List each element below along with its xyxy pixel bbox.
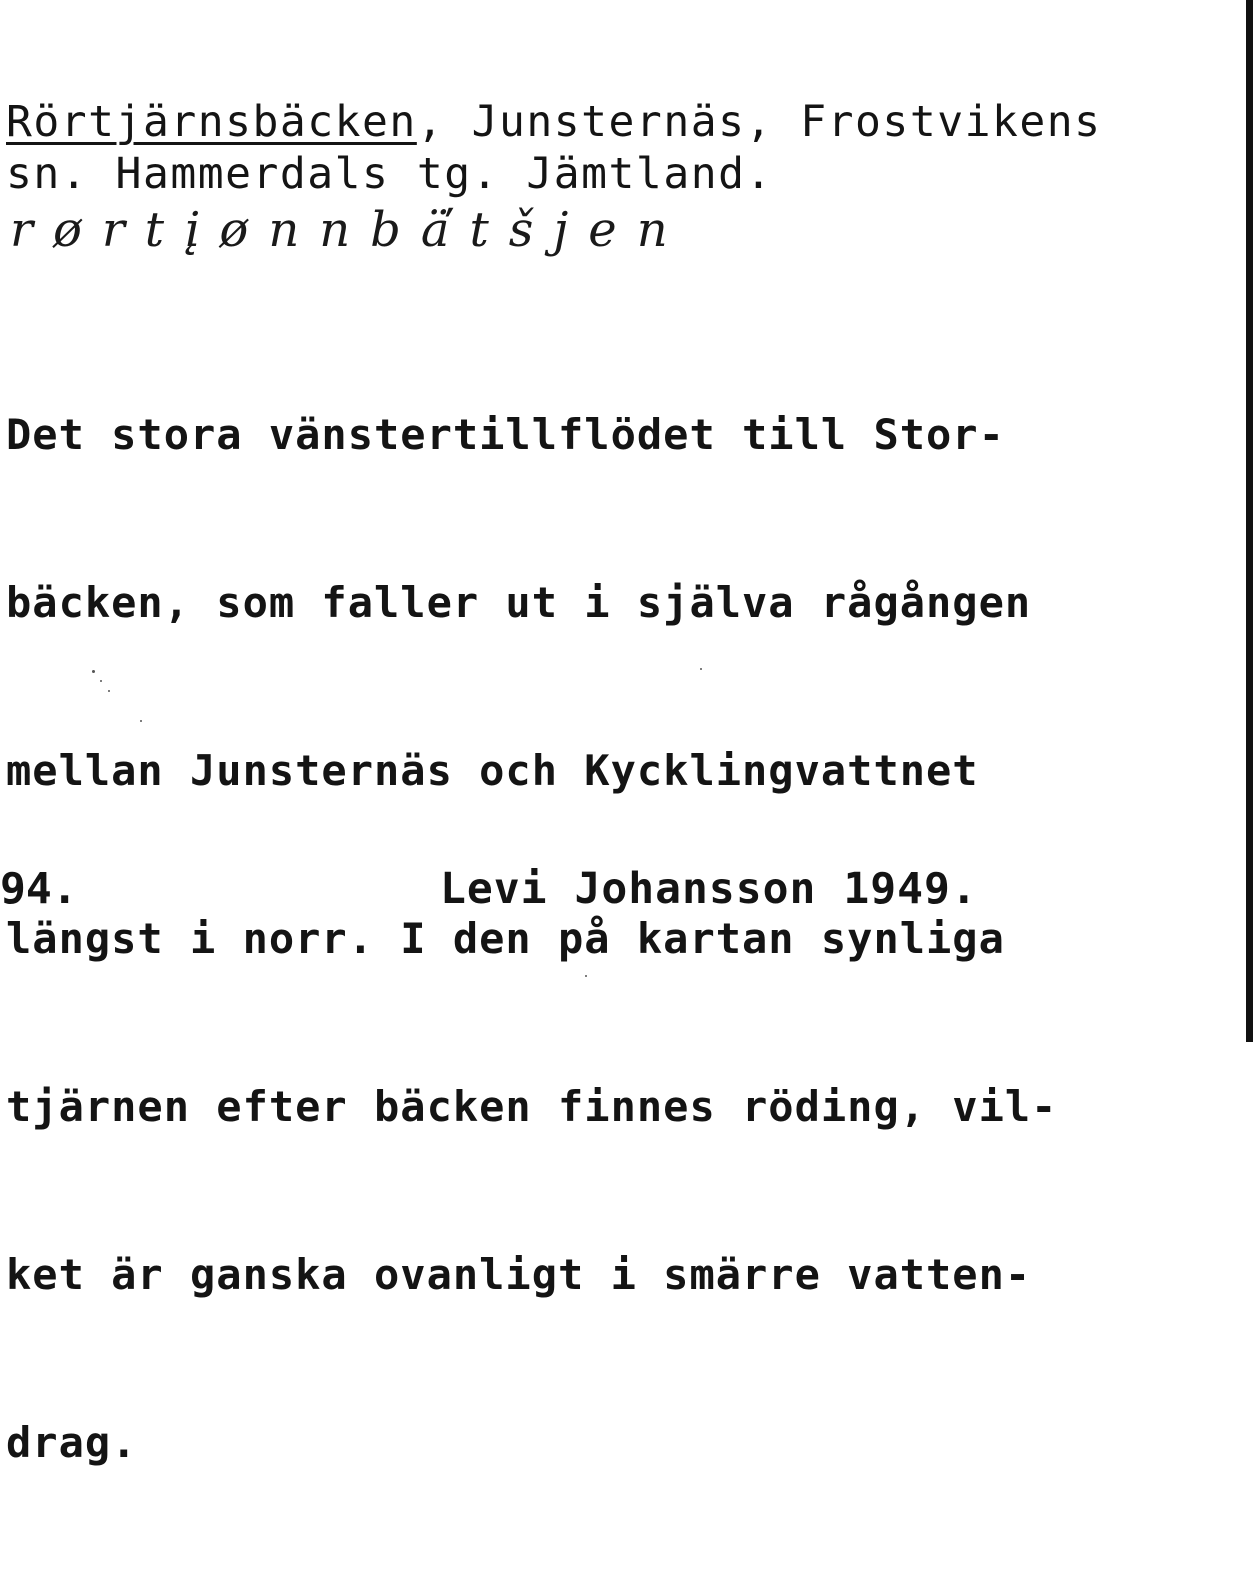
scan-speck: [108, 690, 110, 692]
description-line: drag.: [6, 1418, 138, 1467]
card-edge-border: [1246, 0, 1253, 1042]
description: [6, 295, 1057, 1583]
description-line: Det stora vänstertillflödet till Stor-: [6, 410, 1005, 459]
scan-speck: [140, 720, 142, 722]
description-line: ket är ganska ovanligt i smärre vatten-: [6, 1250, 1032, 1299]
card-number: 94.: [0, 864, 78, 914]
heading-line: [6, 98, 1102, 146]
location-line: sn. Hammerdals tg. Jämtland.: [6, 149, 773, 199]
description-line: tjärnen efter bäcken finnes röding, vil-: [6, 1082, 1058, 1131]
scan-speck: [92, 670, 95, 673]
description-line: längst i norr. I den på kartan synliga: [6, 914, 1005, 963]
scan-speck: [585, 975, 587, 977]
scan-speck: [100, 680, 102, 682]
phonetic-transcription: rørtįønnbä̕tšjen: [10, 202, 688, 258]
headword: Rörtjärnsbäcken: [6, 97, 417, 147]
description-line: mellan Junsternäs och Kycklingvattnet: [6, 746, 979, 795]
signature: Levi Johansson 1949.: [440, 864, 978, 914]
scan-speck: [700, 668, 702, 670]
heading-rest: , Junsternäs, Frostvikens: [416, 97, 1102, 147]
description-line: bäcken, som faller ut i själva rågången: [6, 578, 1032, 627]
